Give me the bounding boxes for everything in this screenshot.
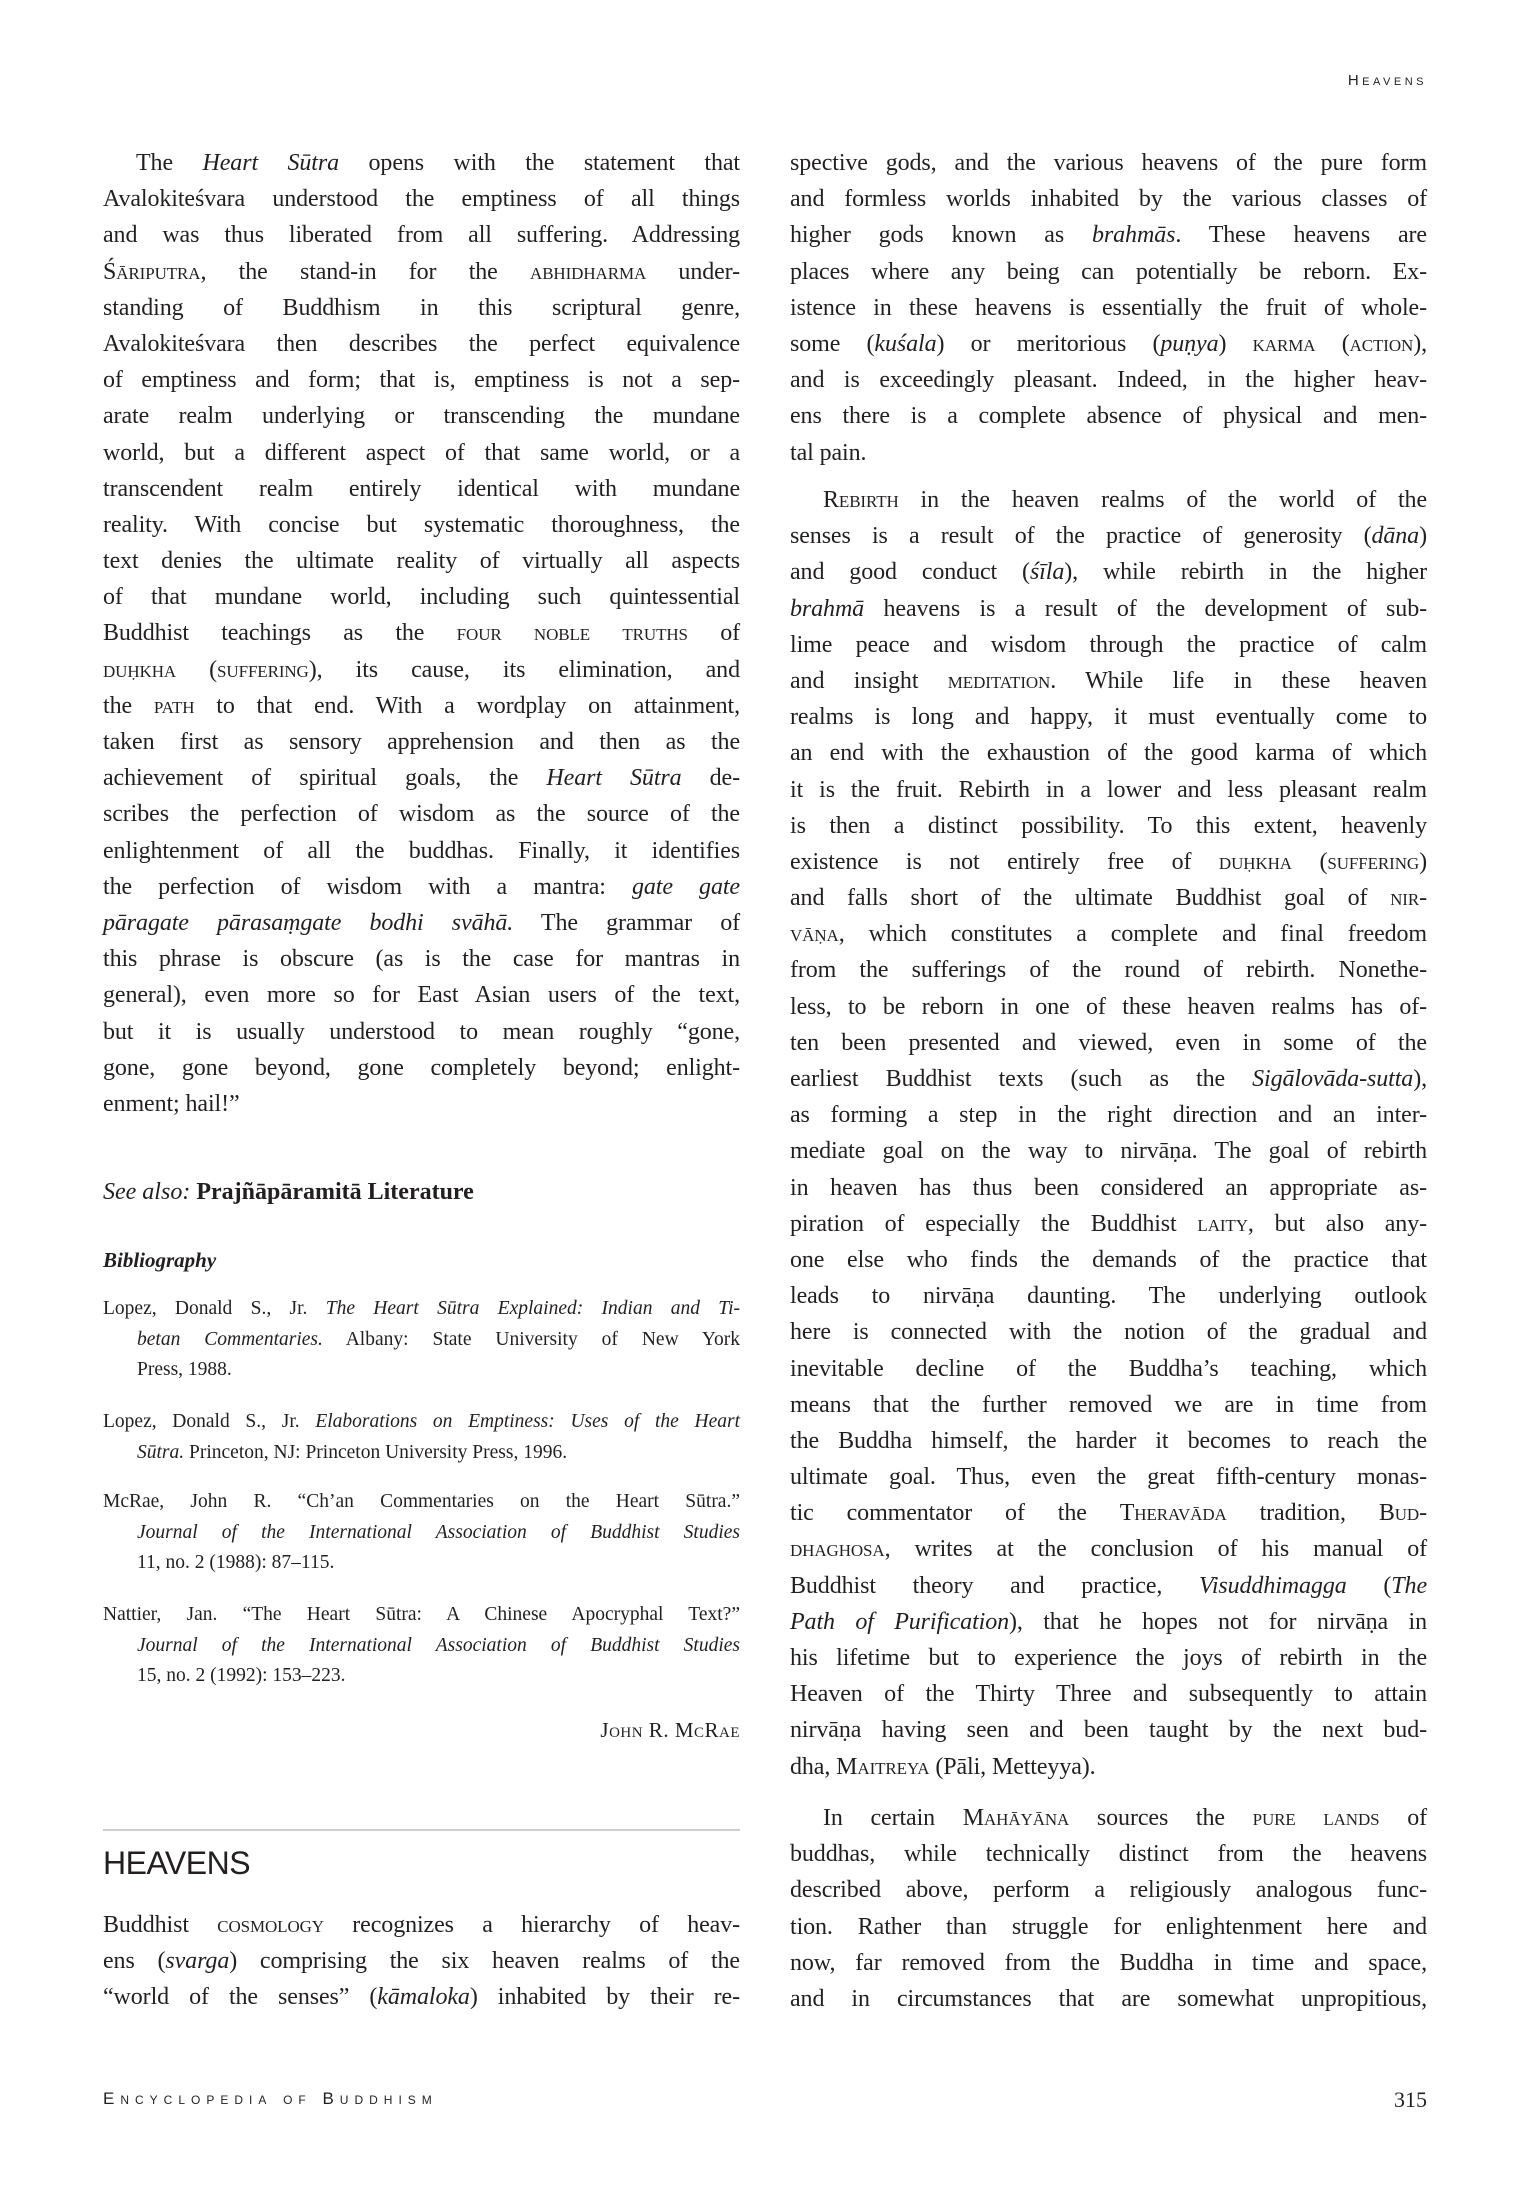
text-run: of xyxy=(1379,1805,1427,1831)
italic-text: betan Commentaries. xyxy=(137,1328,323,1350)
text-run: ), xyxy=(1413,1066,1427,1092)
text-run: it is the fruit. Rebirth in a lower and less pleasant realm xyxy=(790,776,1427,803)
text-line xyxy=(790,591,1427,627)
text-run: nirvāṇa having seen and been taught by the next bud- xyxy=(790,1717,1427,1744)
text-run: enment; hail!” xyxy=(103,1090,240,1117)
italic-text: Journal of the International Association of Buddhist Studies xyxy=(137,1521,740,1543)
text-run: described above, perform a religiously analogous func- xyxy=(790,1877,1427,1904)
cross-reference[interactable]: duḥkha (suffering) xyxy=(103,656,317,683)
heavens-paragraph-1 xyxy=(790,145,1427,471)
italic-text: Visuddhimagga xyxy=(1199,1572,1347,1599)
text-line xyxy=(790,735,1427,771)
text-run: ), while rebirth in the higher xyxy=(1064,559,1427,586)
bibliography-entry xyxy=(103,1407,740,1468)
text-line xyxy=(103,1518,740,1549)
text-run: . While life in these heaven xyxy=(1050,667,1428,694)
text-line xyxy=(103,1294,740,1325)
text-line xyxy=(103,1548,740,1579)
text-line xyxy=(790,1749,1427,1785)
text-run: ), that he hopes not for nirvāṇa in xyxy=(1009,1608,1427,1635)
text-run: ens ( xyxy=(103,1948,166,1975)
cross-reference[interactable]: Śāriputra xyxy=(103,258,201,285)
text-run: Press, 1988. xyxy=(137,1359,232,1380)
text-run: now, far removed from the Buddha in time and space, xyxy=(790,1949,1427,1976)
text-line xyxy=(790,181,1427,217)
text-run: standing of Buddhism in this scriptural genre, xyxy=(103,294,740,321)
text-line xyxy=(790,627,1427,663)
text-run: an end with the exhaustion of the good karma of which xyxy=(790,740,1427,767)
text-run: taken first as sensory apprehension and then as the xyxy=(103,729,740,755)
heavens-paragraph-2 xyxy=(790,482,1427,1785)
text-line xyxy=(103,1014,740,1050)
text-run: , but also any- xyxy=(1247,1210,1428,1237)
text-run: istence in these heavens is essentially the fruit of whole- xyxy=(790,294,1427,321)
text-line xyxy=(790,699,1427,735)
text-run: under- xyxy=(646,258,740,285)
bibliography-entry xyxy=(103,1294,740,1386)
text-line xyxy=(790,772,1427,808)
text-run: . These heavens are xyxy=(1175,222,1427,249)
text-run: places where any being can potentially be reborn. Ex- xyxy=(790,258,1427,285)
text-run: de- xyxy=(681,765,740,792)
italic-text: brahmās xyxy=(1092,222,1176,249)
text-run: Nattier, Jan. “The Heart Sūtra: A Chinese Apocryphal Text?” xyxy=(103,1604,740,1625)
text-line xyxy=(790,1206,1427,1242)
text-run: his lifetime but to experience the joys of rebirth in the xyxy=(790,1645,1427,1671)
text-run: to that end. With a wordplay on attainment, xyxy=(194,692,740,719)
text-run: ) xyxy=(1218,330,1253,357)
text-run: ultimate goal. Thus, even the great fifth-century monas- xyxy=(790,1464,1427,1491)
text-run: in the heaven realms of the world of the xyxy=(898,487,1427,513)
text-run: , writes at the conclusion of his manual of xyxy=(884,1536,1427,1563)
text-line xyxy=(103,905,740,941)
text-run: and insight xyxy=(790,667,948,694)
text-run: as forming a step in the right direction and an inter- xyxy=(790,1102,1427,1129)
text-line xyxy=(103,1631,740,1662)
text-line xyxy=(790,1604,1427,1640)
text-line xyxy=(790,1423,1427,1459)
text-run: , its cause, its elimination, and xyxy=(316,656,740,683)
text-line xyxy=(103,507,740,543)
text-line xyxy=(790,1981,1427,2017)
text-line xyxy=(103,362,740,398)
italic-text: Path of Purification xyxy=(790,1608,1010,1635)
text-line xyxy=(103,145,740,181)
text-line xyxy=(790,663,1427,699)
italic-text: The xyxy=(1391,1572,1427,1599)
text-run: , the stand-in for the xyxy=(200,258,531,285)
text-run: ) or meritorious ( xyxy=(936,330,1161,357)
text-line xyxy=(790,1314,1427,1350)
text-run: “world of the senses” ( xyxy=(103,1984,378,2011)
text-line xyxy=(790,952,1427,988)
text-run: of that mundane world, including such quintessential xyxy=(103,584,740,611)
text-run: achievement of spiritual goals, the xyxy=(103,765,547,792)
see-also xyxy=(103,1174,740,1210)
text-line xyxy=(790,1242,1427,1278)
text-run: and good conduct ( xyxy=(790,559,1030,586)
text-line xyxy=(790,554,1427,590)
running-head: Heavens xyxy=(1347,72,1427,89)
text-run: ) xyxy=(1419,523,1427,550)
text-run: recognizes a hierarchy of heav- xyxy=(323,1912,740,1938)
text-line xyxy=(790,254,1427,290)
text-run: and falls short of the ultimate Buddhist goal of xyxy=(790,885,1391,912)
text-line xyxy=(790,1945,1427,1981)
text-run: higher gods known as xyxy=(790,222,1093,249)
text-run: existence is not entirely free of xyxy=(790,848,1219,875)
text-run: (Pāli, Metteyya). xyxy=(929,1753,1096,1780)
text-run: gone, gone beyond, gone completely beyond; enlight- xyxy=(103,1054,740,1081)
text-line xyxy=(103,869,740,905)
text-line xyxy=(790,1061,1427,1097)
text-line xyxy=(103,1050,740,1086)
italic-text: Heart Sūtra xyxy=(202,150,340,176)
text-line xyxy=(103,435,740,471)
text-line xyxy=(103,724,740,760)
text-run: Lopez, Donald S., Jr. xyxy=(103,1411,316,1432)
text-line xyxy=(790,1531,1427,1567)
text-run: enlightenment of all the buddhas. Finally, it identifies xyxy=(103,837,740,864)
text-line xyxy=(790,1459,1427,1495)
text-line xyxy=(103,398,740,434)
text-run: transcendent realm entirely identical with mundane xyxy=(103,475,740,502)
text-line xyxy=(790,916,1427,952)
entry-title: HEAVENS xyxy=(103,1845,251,1881)
text-run: and was thus liberated from all suffering. Addressing xyxy=(103,222,740,249)
text-run: the perfection of wisdom with a mantra: xyxy=(103,873,632,900)
cross-reference[interactable]: nir- xyxy=(1390,885,1427,912)
text-line xyxy=(790,145,1427,181)
text-line xyxy=(103,1600,740,1631)
text-run: ) inhabited by their re- xyxy=(469,1984,740,2011)
text-line xyxy=(790,1170,1427,1206)
see-also-label: See also: xyxy=(103,1179,197,1205)
bibliography-heading: Bibliography xyxy=(103,1248,217,1272)
text-line xyxy=(790,1351,1427,1387)
text-run: dha, xyxy=(790,1753,837,1780)
text-line xyxy=(790,1800,1427,1836)
text-run: of xyxy=(687,620,740,647)
cross-reference[interactable]: pure lands xyxy=(1252,1805,1380,1831)
text-run: and is exceedingly pleasant. Indeed, in the higher heav- xyxy=(790,367,1427,394)
text-run: this phrase is obscure (as is the case for mantras in xyxy=(103,946,740,973)
cross-reference[interactable]: Bud- xyxy=(1378,1500,1427,1527)
cross-reference[interactable]: meditation xyxy=(947,667,1051,694)
text-line xyxy=(790,1872,1427,1908)
text-line xyxy=(103,471,740,507)
text-run: tradition, xyxy=(1226,1500,1379,1527)
text-run: but it is usually understood to mean roughly “gone, xyxy=(103,1018,740,1045)
text-run: from the sufferings of the round of rebirth. Nonethe- xyxy=(790,957,1427,984)
heavens-intro-paragraph xyxy=(103,1907,740,2016)
italic-text: The Heart Sūtra Explained: Indian and Ti- xyxy=(325,1298,740,1319)
text-run: , xyxy=(1421,330,1427,357)
text-run: tal pain. xyxy=(790,439,867,466)
text-line xyxy=(790,398,1427,434)
text-line xyxy=(103,326,740,362)
text-line xyxy=(790,1909,1427,1945)
cross-reference[interactable]: dhaghosa xyxy=(790,1536,885,1563)
text-line xyxy=(103,254,740,290)
text-line xyxy=(103,181,740,217)
text-run: inevitable decline of the Buddha’s teaching, which xyxy=(790,1355,1427,1382)
text-run: McRae, John R. “Ch’an Commentaries on the Heart Sūtra.” xyxy=(103,1491,740,1512)
text-run: earliest Buddhist texts (such as the xyxy=(790,1066,1253,1092)
page-number: 315 xyxy=(1394,2087,1427,2112)
text-line xyxy=(103,833,740,869)
text-run: Avalokiteśvara then describes the perfect equivalence xyxy=(103,330,740,357)
text-run: some ( xyxy=(790,330,875,357)
cross-reference[interactable]: Rebirth xyxy=(823,487,899,513)
italic-text: brahmā xyxy=(790,595,865,622)
text-run: here is connected with the notion of the gradual and xyxy=(790,1319,1427,1346)
cross-reference[interactable]: karma (action) xyxy=(1252,330,1422,357)
text-run: and in circumstances that are somewhat unpropitious, xyxy=(790,1985,1427,2012)
text-line xyxy=(790,1640,1427,1676)
italic-text: Sigālovāda-sutta xyxy=(1252,1066,1414,1092)
text-run: Heaven of the Thirty Three and subsequently to attain xyxy=(790,1681,1427,1708)
text-line xyxy=(103,1661,740,1692)
text-line xyxy=(790,1495,1427,1531)
text-line xyxy=(103,615,740,651)
italic-text: Elaborations on Emptiness: Uses of the Heart xyxy=(315,1411,740,1432)
text-run: ens there is a complete absence of physical and men- xyxy=(790,403,1427,430)
text-run: senses is a result of the practice of generosity ( xyxy=(790,523,1372,550)
text-run: Buddhist theory and practice, xyxy=(790,1572,1200,1599)
text-run: means that the further removed we are in time from xyxy=(790,1391,1427,1418)
bibliography-entry xyxy=(103,1600,740,1692)
text-line xyxy=(103,1355,740,1386)
text-line xyxy=(790,1097,1427,1133)
text-run: The grammar of xyxy=(513,909,741,936)
cross-reference[interactable]: vāṇa xyxy=(790,921,839,948)
text-run: scribes the perfection of wisdom as the source of the xyxy=(103,801,740,828)
text-line xyxy=(790,808,1427,844)
heavens-paragraph-3 xyxy=(790,1800,1427,2017)
text-line xyxy=(790,362,1427,398)
text-run: arate realm underlying or transcending the mundane xyxy=(103,403,740,430)
text-run: Avalokiteśvara understood the emptiness of all things xyxy=(103,186,740,213)
text-line xyxy=(103,1325,740,1356)
text-line xyxy=(790,518,1427,554)
text-line xyxy=(103,1943,740,1979)
text-run: of emptiness and form; that is, emptiness is not a sep- xyxy=(103,367,740,394)
text-run: general), even more so for East Asian users of the text, xyxy=(103,982,740,1009)
text-line xyxy=(790,217,1427,253)
text-line xyxy=(103,579,740,615)
bibliography-entry xyxy=(103,1487,740,1579)
text-run: In certain xyxy=(823,1805,963,1831)
text-line xyxy=(790,1712,1427,1748)
text-run: tion. Rather than struggle for enlightenment here and xyxy=(790,1913,1427,1940)
text-line xyxy=(103,543,740,579)
italic-text: Journal of the International Association of Buddhist Studies xyxy=(137,1634,740,1656)
cross-reference[interactable]: path xyxy=(153,692,195,719)
text-line xyxy=(790,1025,1427,1061)
text-line xyxy=(790,290,1427,326)
text-line xyxy=(790,435,1427,471)
text-run: ten been presented and viewed, even in some of the xyxy=(790,1029,1427,1056)
text-line xyxy=(790,326,1427,362)
cross-reference[interactable]: abhidharma xyxy=(530,258,647,285)
text-run: leads to nirvāṇa daunting. The underlying outlook xyxy=(790,1283,1427,1310)
section-divider xyxy=(103,1829,740,1831)
text-line xyxy=(790,989,1427,1025)
text-line xyxy=(103,1438,740,1469)
text-line xyxy=(103,290,740,326)
text-run: Albany: State University of New York xyxy=(322,1328,740,1350)
article-author: John R. McRae xyxy=(600,1718,740,1742)
text-run: text denies the ultimate reality of virtually all aspects xyxy=(103,548,740,575)
text-run: reality. With concise but systematic thoroughness, the xyxy=(103,511,740,538)
text-run: buddhas, while technically distinct from the heavens xyxy=(790,1841,1427,1868)
text-line xyxy=(103,796,740,832)
cross-reference[interactable]: four noble truths xyxy=(456,620,688,647)
italic-text: Heart Sūtra xyxy=(546,765,682,792)
text-run: heavens is a result of the development of sub- xyxy=(864,595,1427,622)
text-run: lime peace and wisdom through the practice of calm xyxy=(790,631,1427,658)
text-line xyxy=(790,1836,1427,1872)
text-run: mediate goal on the way to nirvāṇa. The goal of rebirth xyxy=(790,1138,1427,1165)
heart-sutra-paragraph xyxy=(103,145,740,1122)
text-line xyxy=(103,1907,740,1943)
text-line xyxy=(103,1487,740,1518)
text-run: world, but a different aspect of that same world, or a xyxy=(103,439,740,466)
text-run: Princeton, NJ: Princeton University Press, 1996. xyxy=(184,1441,568,1463)
italic-text: svarga xyxy=(165,1948,230,1975)
text-run: The xyxy=(136,150,203,176)
text-run: opens with the statement that xyxy=(339,150,740,176)
italic-text: puṇya xyxy=(1160,330,1219,357)
text-run: one else who finds the demands of the practice that xyxy=(790,1246,1427,1273)
text-line xyxy=(790,482,1427,518)
text-run: is then a distinct possibility. To this extent, heavenly xyxy=(790,812,1427,839)
text-line xyxy=(103,1086,740,1122)
italic-text: pāragate pārasaṃgate bodhi svāhā. xyxy=(103,909,514,936)
italic-text: dāna xyxy=(1371,523,1420,550)
text-run: , which constitutes a complete and final freedom xyxy=(838,921,1427,948)
text-line xyxy=(790,1568,1427,1604)
cross-reference[interactable]: Maitreya xyxy=(836,1753,930,1780)
text-line xyxy=(790,1676,1427,1712)
text-run: Lopez, Donald S., Jr. xyxy=(103,1298,326,1319)
text-run: 15, no. 2 (1992): 153–223. xyxy=(137,1665,346,1686)
cross-reference[interactable]: Mahāyāna xyxy=(962,1805,1070,1831)
text-line xyxy=(103,760,740,796)
text-line xyxy=(790,1133,1427,1169)
text-line xyxy=(103,652,740,688)
text-run: less, to be reborn in one of these heaven realms has of- xyxy=(790,993,1427,1020)
text-line xyxy=(103,1979,740,2015)
see-also-link[interactable]: Prajñāpāramitā Literature xyxy=(196,1179,474,1205)
text-run: sources the xyxy=(1069,1805,1253,1831)
text-line xyxy=(103,688,740,724)
footer-book-title: Encyclopedia of Buddhism xyxy=(103,2089,438,2108)
text-line xyxy=(103,941,740,977)
text-line xyxy=(790,844,1427,880)
text-run: piration of especially the Buddhist xyxy=(790,1210,1198,1237)
text-run: ) comprising the six heaven realms of the xyxy=(229,1948,740,1975)
cross-reference[interactable]: duḥkha (suffering) xyxy=(1218,848,1427,875)
text-run: realms is long and happy, it must eventually come to xyxy=(790,704,1427,731)
text-run: 11, no. 2 (1988): 87–115. xyxy=(137,1552,335,1573)
text-run: spective gods, and the various heavens of the pure form xyxy=(790,150,1427,176)
cross-reference[interactable]: cosmology xyxy=(217,1912,324,1938)
italic-text: gate gate xyxy=(631,873,740,900)
italic-text: kuśala xyxy=(874,330,937,357)
text-line xyxy=(103,217,740,253)
text-line xyxy=(103,1407,740,1438)
text-line xyxy=(790,1387,1427,1423)
text-run: ( xyxy=(1346,1572,1392,1599)
text-run: the xyxy=(103,692,154,719)
cross-reference[interactable]: Theravāda xyxy=(1119,1500,1227,1527)
italic-text: Sūtra. xyxy=(137,1441,185,1463)
text-run: and formless worlds inhabited by the various classes of xyxy=(790,186,1427,213)
text-run: Buddhist teachings as the xyxy=(103,620,457,647)
text-run: the Buddha himself, the harder it becomes to reach the xyxy=(790,1427,1427,1454)
text-run: Buddhist xyxy=(103,1912,218,1938)
text-run: in heaven has thus been considered an appropriate as- xyxy=(790,1174,1427,1201)
text-line xyxy=(790,880,1427,916)
cross-reference[interactable]: laity xyxy=(1197,1210,1248,1237)
text-line xyxy=(103,977,740,1013)
text-line xyxy=(790,1278,1427,1314)
italic-text: kāmaloka xyxy=(377,1984,470,2011)
italic-text: śīla xyxy=(1029,559,1065,586)
text-run: tic commentator of the xyxy=(790,1500,1120,1527)
